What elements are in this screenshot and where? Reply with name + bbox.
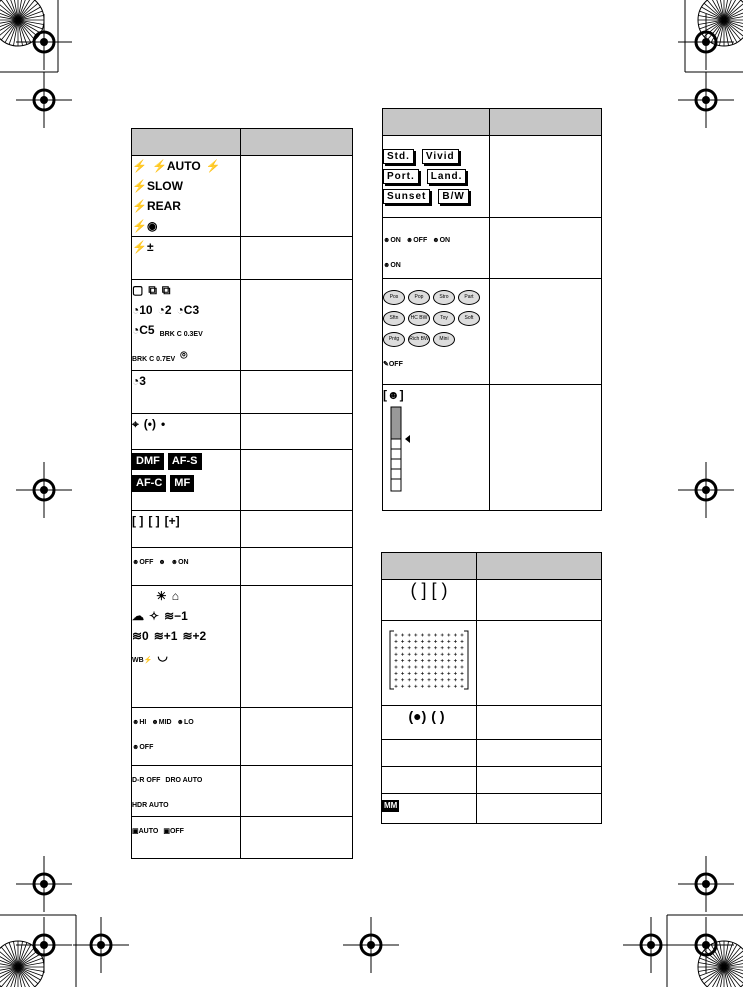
desc-cell <box>477 621 602 706</box>
right-top-icon-table <box>382 108 602 511</box>
metering-mode-icons <box>132 414 241 450</box>
framing-auto-icon: ▣AUTO <box>132 828 159 835</box>
center-area-icon: [ ] <box>148 514 160 528</box>
desc-cell <box>241 817 353 859</box>
smile-hi-icon: ☻HI <box>132 719 147 726</box>
self-timer-3-icon: ◔3 <box>132 374 146 388</box>
flash-slow-icon: ⚡SLOW <box>132 179 183 193</box>
flash-wb-icon: WB⚡ <box>132 657 153 664</box>
table-row <box>132 766 353 817</box>
fluor-plus2-icon: ≋+2 <box>182 629 207 643</box>
table-row <box>132 548 353 586</box>
desc-cell <box>241 708 353 766</box>
af-locked-icon: (●) <box>408 708 427 724</box>
desc-cell <box>241 371 353 414</box>
effect-soft-focus-icon: Soft <box>458 311 480 326</box>
table-row <box>383 136 602 218</box>
flexible-spot-icon: [+] <box>164 514 180 528</box>
smile-shutter-icons <box>132 708 241 766</box>
desc-cell <box>490 218 602 279</box>
table-row <box>382 740 602 767</box>
flash-auto-icon: ⚡AUTO <box>151 159 201 173</box>
wide-area-icon: [ ] <box>132 514 144 528</box>
flash-redeye-icon: ⚡◉ <box>132 219 158 233</box>
white-balance-icons <box>132 586 241 708</box>
memory-recall-icons <box>382 794 477 824</box>
effect-soft-high-icon: Sftn <box>383 311 405 326</box>
empty-cell <box>382 767 477 794</box>
table-header <box>382 553 602 580</box>
flash-off-icon: ⚡ <box>132 159 147 173</box>
table-header <box>383 109 602 136</box>
hdr-auto-icon: HDR AUTO <box>132 802 169 809</box>
self-timer-c5-icon: ◔C5 <box>132 323 155 337</box>
style-standard-icon: Std. <box>383 149 414 164</box>
flash-compensation-icons <box>132 237 241 280</box>
af-indicator-icons <box>382 706 477 740</box>
fluor-0-icon: ≋0 <box>132 629 149 643</box>
table-row <box>132 708 353 766</box>
bracket-07-icon: BRK C 0.7EV <box>132 356 176 363</box>
desc-cell <box>241 450 353 511</box>
smile-mid-icon: ☻MID <box>151 719 172 726</box>
table-row <box>383 279 602 385</box>
effect-off-icon: ✎OFF <box>383 361 403 368</box>
face-detect-on-icon: ☻ON <box>170 559 189 566</box>
desc-cell <box>241 548 353 586</box>
table-row <box>132 414 353 450</box>
smile-off-icon: ☻OFF <box>405 237 428 244</box>
picture-effect-icons <box>383 279 490 385</box>
smile-frame-icon: [☻] <box>383 388 404 402</box>
desc-cell <box>241 156 353 237</box>
effect-miniature-icon: Mini <box>433 332 455 347</box>
table-header <box>132 129 353 156</box>
self-timer-c3-icon: ◔C3 <box>176 303 200 317</box>
smile-on-3-icon: ☻ON <box>383 262 401 269</box>
header-cell <box>383 109 490 136</box>
flash-mode-icons <box>132 156 241 237</box>
desc-cell <box>477 580 602 621</box>
remote-icon: ⌾ <box>180 348 188 362</box>
continuous-hi-icon: ⧉ <box>161 283 171 297</box>
desc-cell <box>490 136 602 218</box>
left-icon-table <box>131 128 353 859</box>
style-bw-icon: B/W <box>438 189 468 204</box>
self-timer-icons <box>132 371 241 414</box>
flash-fill-icon: ⚡ <box>205 159 221 173</box>
right-bottom-icon-table <box>381 552 602 824</box>
header-cell <box>490 109 602 136</box>
self-timer-2-icon: ◔2 <box>157 303 172 317</box>
effect-toy-icon: Toy <box>433 311 455 326</box>
desc-cell <box>241 280 353 371</box>
desc-cell <box>477 794 602 824</box>
incandescent-icon: ✧ <box>149 609 160 623</box>
table-row <box>382 794 602 824</box>
smile-detection-icons <box>383 218 490 279</box>
mf-icon: MF <box>170 475 194 492</box>
fluor-plus1-icon: ≋+1 <box>153 629 178 643</box>
desc-cell <box>241 237 353 280</box>
table-row <box>382 767 602 794</box>
effect-partcolor-icon: Part <box>458 290 480 305</box>
table-row <box>132 511 353 548</box>
focus-area-icons <box>132 511 241 548</box>
dro-off-icon: D-R OFF <box>132 777 161 784</box>
focus-grid-icon <box>388 629 470 691</box>
table-row <box>382 580 602 621</box>
smile-level-meter <box>385 405 415 495</box>
multi-metering-icon: ⌖ <box>132 417 139 431</box>
effect-pop-icon: Pop <box>408 290 430 305</box>
table-row <box>132 450 353 511</box>
desc-cell <box>241 511 353 548</box>
desc-cell <box>490 385 602 511</box>
desc-cell <box>241 586 353 708</box>
face-detect-reg-icon: ☻ <box>158 559 166 566</box>
face-detection-icons <box>132 548 241 586</box>
bracket-03-icon: BRK C 0.3EV <box>159 331 203 338</box>
empty-cell <box>382 740 477 767</box>
effect-retro-icon: Stro <box>433 290 455 305</box>
header-cell <box>477 553 602 580</box>
af-c-icon: AF-C <box>132 475 166 492</box>
table-row <box>383 385 602 511</box>
desc-cell <box>241 766 353 817</box>
cloudy-icon: ☁ <box>132 609 144 623</box>
underwater-wb-icon: ◡ <box>157 649 168 663</box>
center-metering-icon: (•) <box>143 417 156 431</box>
desc-cell <box>241 414 353 450</box>
fluor-minus1-icon: ≋−1 <box>164 609 188 623</box>
spot-metering-icon: • <box>160 417 166 431</box>
smile-sensitivity-icons <box>383 385 490 511</box>
smile-off-icon: ☻OFF <box>132 744 154 751</box>
focus-mode-icons <box>132 450 241 511</box>
desc-cell <box>477 740 602 767</box>
face-detect-off-icon: ☻OFF <box>132 559 154 566</box>
effect-posterize-icon: Pos <box>383 290 405 305</box>
continuous-icon: ⧉ <box>148 283 157 297</box>
smile-on-icon: ☻ON <box>383 237 401 244</box>
af-tracking-icon: ( ) <box>431 708 445 724</box>
style-landscape-icon: Land. <box>427 169 467 184</box>
framing-off-icon: ▣OFF <box>163 828 184 835</box>
dro-auto-icon: DRO AUTO <box>165 777 203 784</box>
focus-frame-icons <box>382 580 477 621</box>
focus-grid-icons <box>382 621 477 706</box>
daylight-icon: ☀ <box>156 589 167 603</box>
table-row <box>382 706 602 740</box>
drive-mode-icons <box>132 280 241 371</box>
style-sunset-icon: Sunset <box>383 189 430 204</box>
table-row <box>383 218 602 279</box>
desc-cell <box>477 767 602 794</box>
effect-painting-icon: Pntg <box>383 332 405 347</box>
creative-style-icons <box>383 136 490 218</box>
effect-hc-bw-icon: HC BW <box>408 311 430 326</box>
header-cell <box>241 129 353 156</box>
memory-recall-icon: MM <box>384 801 398 810</box>
table-row <box>132 237 353 280</box>
self-timer-10-icon: ◔10 <box>132 303 153 317</box>
flash-rear-icon: ⚡REAR <box>132 199 181 213</box>
table-row <box>132 586 353 708</box>
smile-on-2-icon: ☻ON <box>432 237 451 244</box>
shade-icon: ⌂ <box>171 589 180 603</box>
smile-lo-icon: ☻LO <box>176 719 194 726</box>
header-cell <box>132 129 241 156</box>
table-row <box>132 280 353 371</box>
desc-cell <box>477 706 602 740</box>
focus-frame-icon: ( ] [ ) <box>410 580 448 600</box>
single-shot-icon: ▢ <box>132 283 144 297</box>
af-s-icon: AF-S <box>168 453 202 470</box>
desc-cell <box>490 279 602 385</box>
style-vivid-icon: Vivid <box>422 149 459 164</box>
table-row <box>382 621 602 706</box>
dmf-icon: DMF <box>132 453 164 470</box>
flash-compensation-icon: ⚡± <box>132 240 154 254</box>
table-row <box>132 156 353 237</box>
style-portrait-icon: Port. <box>383 169 419 184</box>
table-row <box>132 371 353 414</box>
effect-rich-bw-icon: Rich BW <box>408 332 430 347</box>
table-row <box>132 817 353 859</box>
auto-portrait-framing-icons <box>132 817 241 859</box>
header-cell <box>382 553 477 580</box>
dro-hdr-icons <box>132 766 241 817</box>
